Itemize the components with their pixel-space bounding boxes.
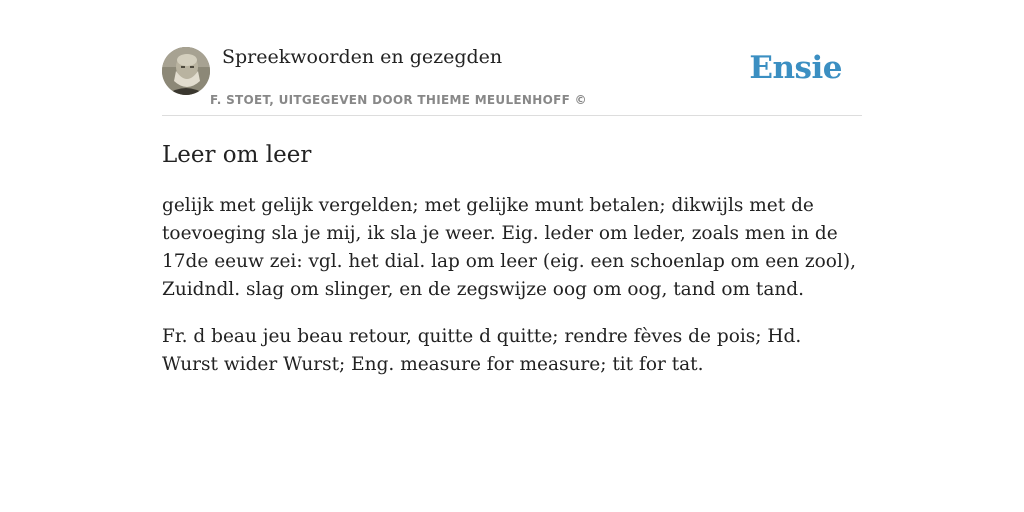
entry-paragraph: Fr. d beau jeu beau retour, quitte d quitte; rendre fèves de pois; Hd. Wurst wider Wurst; Eng. measure for measure; tit for tat. — [162, 326, 802, 375]
entry-title: Leer om leer — [162, 142, 312, 168]
book-header — [162, 40, 862, 116]
entry-body — [162, 192, 862, 379]
entry-paragraph: gelijk met gelijk vergelden; met gelijke munt betalen; dikwijls met de toevoeging sla je mij, ik sla je weer. Eig. leder om leder, zoals men in de 17de eeuw zei: vgl. het dial. lap om leer (eig. een schoenlap om een zool), Zuidndl. slag om slinger, en de zegswijze oog om oog, tand om tand. — [162, 195, 856, 300]
book-author: F. STOET, UITGEGEVEN DOOR THIEME MEULENHOFF © — [210, 93, 587, 107]
page-container — [162, 40, 862, 379]
author-portrait-icon[interactable] — [162, 47, 210, 95]
ensie-logo[interactable]: Ensie — [749, 50, 842, 86]
book-title[interactable]: Spreekwoorden en gezegden — [222, 46, 503, 68]
